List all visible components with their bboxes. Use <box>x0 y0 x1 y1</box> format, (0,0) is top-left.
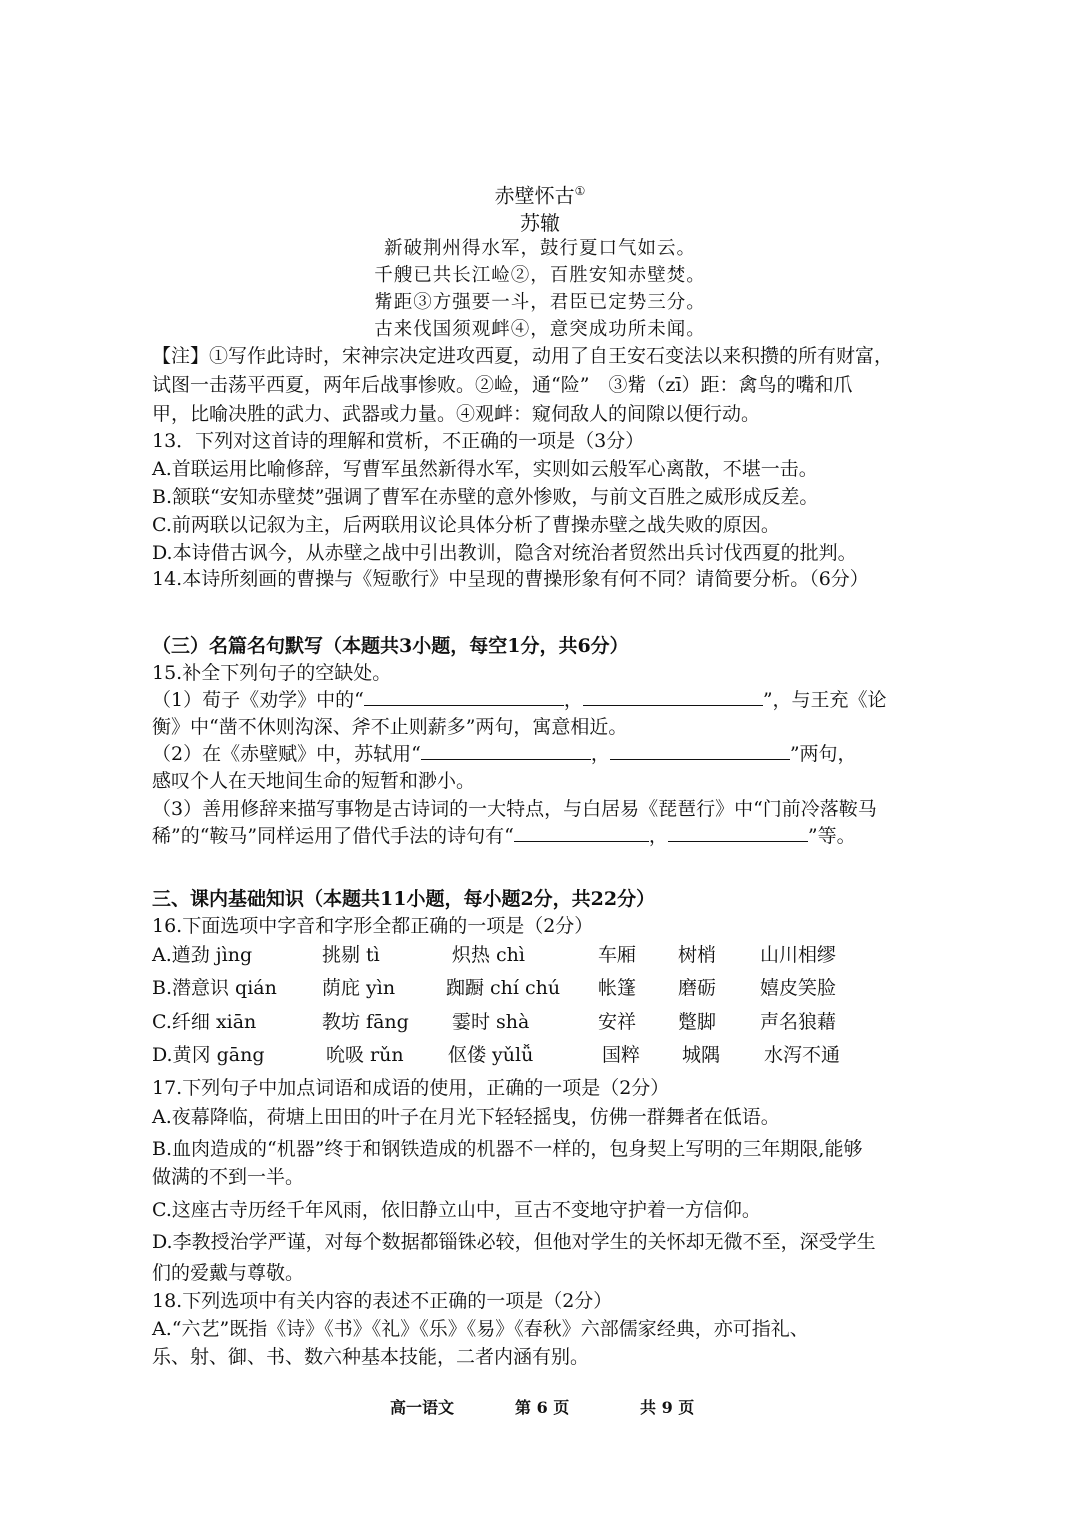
answer-blank[interactable] <box>364 687 564 706</box>
q15-part2-cont: 感叹个人在天地间生命的短暂和渺小。 <box>152 770 476 792</box>
q15-stem: 15.补全下列句子的空缺处。 <box>152 662 392 684</box>
poem-author: 苏辙 <box>520 211 560 235</box>
q17-option-a: A.夜幕降临，荷塘上田田的叶子在月光下轻轻摇曳，仿佛一群舞者在低语。 <box>152 1106 780 1128</box>
q17-option-d-cont: 们的爱戴与尊敬。 <box>152 1262 305 1284</box>
poem-note: 【注】①写作此诗时，宋神宗决定进攻西夏，动用了自王安石变法以来积攒的所有财富， <box>152 345 894 367</box>
q13-option-d: D.本诗借古讽今，从赤壁之战中引出教训，隐含对统治者贸然出兵讨伐西夏的批判。 <box>152 542 857 564</box>
section-heading-recitation: （三）名篇名句默写（本题共3小题，每空1分，共6分） <box>152 635 629 657</box>
poem-line: 觜距③方强要一斗，君臣已定势三分。 <box>374 292 706 313</box>
q18-stem: 18.下列选项中有关内容的表述不正确的一项是（2分） <box>152 1290 613 1312</box>
q15-part1: （1）荀子《劝学》中的“ ， ”，与王充《论 <box>152 689 887 711</box>
q13-stem: 13．下列对这首诗的理解和赏析，不正确的一项是（3分） <box>152 430 645 452</box>
q15-part2: （2）在《赤壁赋》中，苏轼用“ ， ”两句， <box>152 743 857 765</box>
q14-stem: 14.本诗所刻画的曹操与《短歌行》中呈现的曹操形象有何不同？请简要分析。（6分） <box>152 568 869 590</box>
poem-title: 赤壁怀古① <box>494 183 586 208</box>
answer-blank[interactable] <box>514 823 649 842</box>
q13-option-b: B.颔联“安知赤壁焚”强调了曹军在赤壁的意外惨败，与前文百胜之威形成反差。 <box>152 486 819 508</box>
exam-page: 赤壁怀古① 苏辙 新破荆州得水军，鼓行夏口气如云。 千艘已共长江崄②，百胜安知赤壁焚。 觜距③方强要一斗，君臣已定势三分。 古来伐国须观衅④，意突成功所未闻。 【注】①写作此诗时，宋神宗决定进攻西夏，动用了自王安石变法以来积攒的所有财富， 试图一击荡平西夏，两年后战事惨败。②崄，通“险” ③觜（zī）距：禽鸟的嘴和爪 甲，比喻决胜的武力、武器或力量。④观衅：窥伺敌人的间隙以便行动。 13．下列对这首诗的理解和赏析，不正确的一项是（3分） A.首联运用比喻修辞，写曹军虽然新得水军，实则如云般军心离散，不堪一击。 B.颔联“安知赤壁焚”强调了曹军在赤壁的意外惨败，与前文百胜之威形成反差。 C.前两联以记叙为主，后两联用议论具体分析了曹操赤壁之战失败的原因。 D.本诗借古讽今，从赤壁之战中引出教训，隐含对统治者贸然出兵讨伐西夏的批判。 14.本诗所刻画的曹操与《短歌行》中呈现的曹操形象有何不同？请简要分析。（6分） （三）名篇名句默写（本题共3小题，每空1分，共6分） 15.补全下列句子的空缺处。 （1）荀子《劝学》中的“ ， ”，与王充《论 衡》中“凿不休则沟深、斧不止则薪多”两句，寓意相近。 （2）在《赤壁赋》中，苏轼用“ ， ”两句， 感叹个人在天地间生命的短暂和渺小。 （3）善用修辞来描写事物是古诗词的一大特点，与白居易《琵琶行》中“门前冷落鞍马 稀”的“鞍马”同样运用了借代手法的诗句有“ ， ”等。 三、课内基础知识（本题共11小题，每小题2分，共22分） 16.下面选项中字音和字形全都正确的一项是（2分） A.遒劲 jìng 挑剔 tì 炽热 chì 车厢 树梢 山川相缪 B.潜意识 qián 荫庇 yìn 踟蹰 chí chú 帐篷 磨砺 嬉皮笑脸 C.纤细 xiān 教坊 fāng 霎时 shà 安祥 蹩脚 声名狼藉 D.黄冈 gāng 吮吸 rǔn 伛偻 yǔlǚ 国粹 城隅 水泻不通 17.下列句子中加点词语和成语的使用，正确的一项是（2分） A.夜幕降临，荷塘上田田的叶子在月光下轻轻摇曳，仿佛一群舞者在低语。 B.血肉造成的“机器”终于和钢铁造成的机器不一样的，包身契上写明的三年期限,能够 做满的不到一半。 C.这座古寺历经千年风雨，依旧静立山中，亘古不变地守护着一方信仰。 D.李教授治学严谨，对每个数据都锱铢必较，但他对学生的关怀却无微不至，深受学生 们的爱戴与尊敬。 18.下列选项中有关内容的表述不正确的一项是（2分） A.“六艺”既指《诗》《书》《礼》《乐》《易》《春秋》六部儒家经典，亦可指礼、 乐、射、御、书、数六种基本技能，二者内涵有别。 高一语文 第 6 页 共 9 页 <box>0 0 1080 1529</box>
poem-line: 新破荆州得水军，鼓行夏口气如云。 <box>383 238 696 259</box>
q18-option-a-cont: 乐、射、御、书、数六种基本技能，二者内涵有别。 <box>152 1346 590 1368</box>
q17-stem: 17.下列句子中加点词语和成语的使用，正确的一项是（2分） <box>152 1077 670 1099</box>
footer-page-number: 第 6 页 <box>515 1398 570 1417</box>
answer-blank[interactable] <box>421 741 591 760</box>
poem-line: 千艘已共长江崄②，百胜安知赤壁焚。 <box>374 265 706 286</box>
answer-blank[interactable] <box>610 741 790 760</box>
q16-stem: 16.下面选项中字音和字形全都正确的一项是（2分） <box>152 915 594 937</box>
poem-note: 甲，比喻决胜的武力、武器或力量。④观衅：窥伺敌人的间隙以便行动。 <box>152 403 761 425</box>
q15-part3: （3）善用修辞来描写事物是古诗词的一大特点，与白居易《琵琶行》中“门前冷落鞍马 <box>152 798 877 820</box>
q17-option-b: B.血肉造成的“机器”终于和钢铁造成的机器不一样的，包身契上写明的三年期限,能够 <box>152 1138 863 1160</box>
answer-blank[interactable] <box>583 687 763 706</box>
section-heading-basics: 三、课内基础知识（本题共11小题，每小题2分，共22分） <box>152 888 656 910</box>
q13-option-a: A.首联运用比喻修辞，写曹军虽然新得水军，实则如云般军心离散，不堪一击。 <box>152 458 818 480</box>
q17-option-d: D.李教授治学严谨，对每个数据都锱铢必较，但他对学生的关怀却无微不至，深受学生 <box>152 1231 876 1253</box>
poem-note: 试图一击荡平西夏，两年后战事惨败。②崄，通“险” ③觜（zī）距：禽鸟的嘴和爪 <box>152 374 853 396</box>
q15-part1-cont: 衡》中“凿不休则沟深、斧不止则薪多”两句，寓意相近。 <box>152 716 628 738</box>
q13-option-c: C.前两联以记叙为主，后两联用议论具体分析了曹操赤壁之战失败的原因。 <box>152 514 780 536</box>
q15-part3-cont: 稀”的“鞍马”同样运用了借代手法的诗句有“ ， ”等。 <box>152 825 856 847</box>
footer-total-pages: 共 9 页 <box>640 1398 695 1417</box>
footer-subject: 高一语文 <box>390 1398 455 1417</box>
q17-option-c: C.这座古寺历经千年风雨，依旧静立山中，亘古不变地守护着一方信仰。 <box>152 1199 761 1221</box>
poem-line: 古来伐国须观衅④，意突成功所未闻。 <box>374 319 706 340</box>
answer-blank[interactable] <box>668 823 808 842</box>
q17-option-b-cont: 做满的不到一半。 <box>152 1166 305 1188</box>
q18-option-a: A.“六艺”既指《诗》《书》《礼》《乐》《易》《春秋》六部儒家经典，亦可指礼、 <box>152 1318 809 1340</box>
